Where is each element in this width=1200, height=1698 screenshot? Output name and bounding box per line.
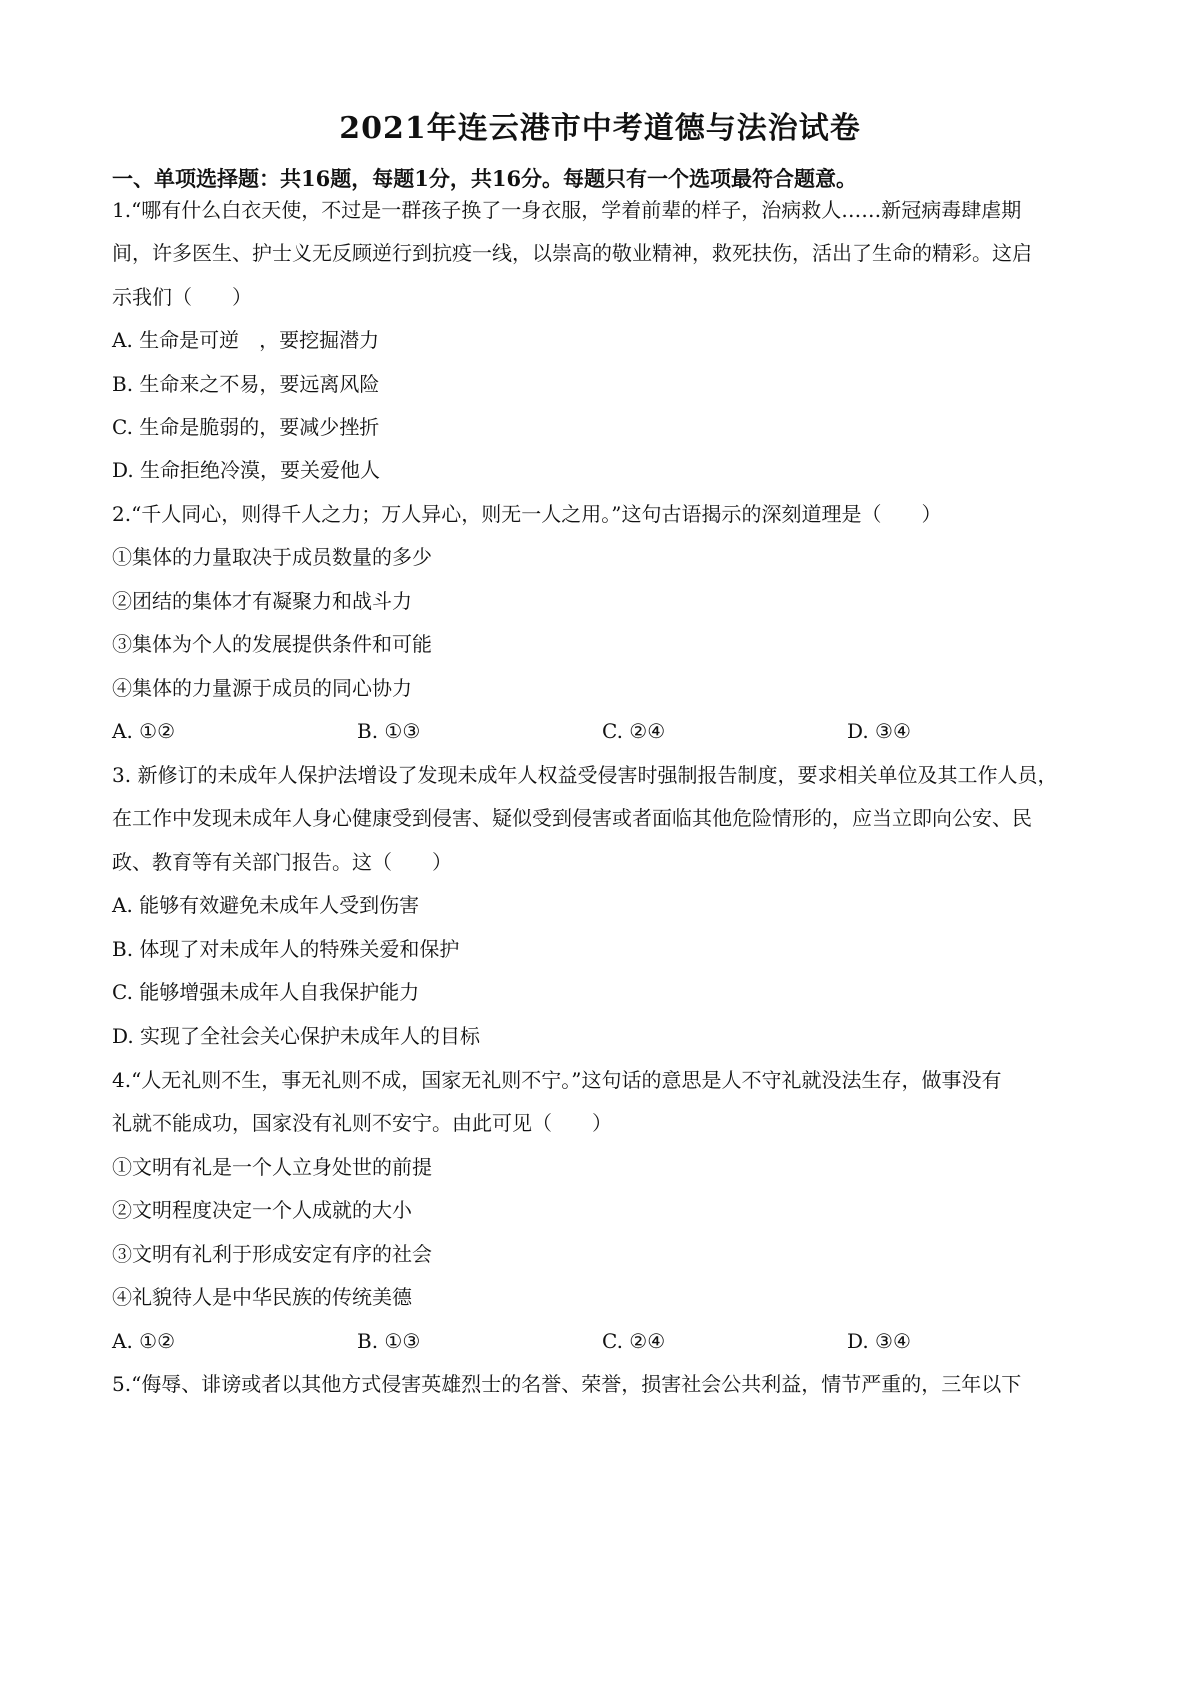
q4-statement-1: ①文明有礼是一个人立身处世的前提: [112, 1155, 432, 1179]
q2-statement-1: ①集体的力量取决于成员数量的多少: [112, 545, 432, 569]
q3-option-a: A. 能够有效避免未成年人受到伤害: [112, 893, 420, 917]
q3-stem-line: 在工作中发现未成年人身心健康受到侵害、疑似受到侵害或者面临其他危险情形的，应当立即向公安、民: [112, 806, 1032, 830]
q1-stem-line: 示我们（ ）: [112, 285, 252, 309]
q3-option-b: B. 体现了对未成年人的特殊关爱和保护: [112, 937, 460, 961]
q1-option-d: D. 生命拒绝冷漠，要关爱他人: [112, 458, 381, 482]
q4-option-d: D. ③④: [847, 1329, 911, 1353]
q3-option-c: C. 能够增强未成年人自我保护能力: [112, 980, 420, 1004]
q2-statement-3: ③集体为个人的发展提供条件和可能: [112, 632, 432, 656]
q4-option-a: A. ①②: [112, 1329, 176, 1353]
q2-option-d: D. ③④: [847, 719, 911, 743]
q4-statement-4: ④礼貌待人是中华民族的传统美德: [112, 1285, 412, 1309]
q2-option-b: B. ①③: [357, 719, 421, 743]
q4-option-c: C. ②④: [602, 1329, 666, 1353]
q3-option-d: D. 实现了全社会关心保护未成年人的目标: [112, 1024, 481, 1048]
q1-option-b: B. 生命来之不易，要远离风险: [112, 372, 380, 396]
q4-stem-line: 4.“人无礼则不生，事无礼则不成，国家无礼则不宁。”这句话的意思是人不守礼就没法生存，做事没有: [112, 1068, 1002, 1092]
q4-option-b: B. ①③: [357, 1329, 421, 1353]
q4-statement-3: ③文明有礼利于形成安定有序的社会: [112, 1242, 432, 1266]
q4-options-row: [112, 1327, 1102, 1355]
q4-statement-2: ②文明程度决定一个人成就的大小: [112, 1198, 412, 1222]
section-heading: 一、单项选择题：共16题，每题1分，共16分。每题只有一个选项最符合题意。: [112, 166, 858, 191]
q1-stem-line: 1.“哪有什么白衣天使，不过是一群孩子换了一身衣服，学着前辈的样子，治病救人……新冠病毒肆虐期: [112, 198, 1022, 222]
q2-option-a: A. ①②: [112, 719, 176, 743]
q4-stem-line: 礼就不能成功，国家没有礼则不安宁。由此可见（ ）: [112, 1111, 612, 1135]
q2-statement-2: ②团结的集体才有凝聚力和战斗力: [112, 589, 412, 613]
q2-statement-4: ④集体的力量源于成员的同心协力: [112, 676, 412, 700]
q3-stem-line: 3. 新修订的未成年人保护法增设了发现未成年人权益受侵害时强制报告制度，要求相关单位及其工作人员，: [112, 763, 1058, 787]
q1-stem-line: 间，许多医生、护士义无反顾逆行到抗疫一线，以崇高的敬业精神，救死扶伤，活出了生命的精彩。这启: [112, 241, 1032, 265]
q1-option-c: C. 生命是脆弱的，要减少挫折: [112, 415, 380, 439]
q2-option-c: C. ②④: [602, 719, 666, 743]
q3-stem-line: 政、教育等有关部门报告。这（ ）: [112, 850, 452, 874]
exam-title: 2021年连云港市中考道德与法治试卷: [339, 111, 861, 146]
q2-options-row: [112, 717, 1102, 745]
q1-option-a: A. 生命是可逆 ，要挖掘潜力: [112, 328, 380, 352]
q5-stem-line: 5.“侮辱、诽谤或者以其他方式侵害英雄烈士的名誉、荣誉，损害社会公共利益，情节严重的，三年以下: [112, 1372, 1022, 1396]
q2-stem-line: 2.“千人同心，则得千人之力；万人异心，则无一人之用。”这句古语揭示的深刻道理是（ ）: [112, 502, 942, 526]
